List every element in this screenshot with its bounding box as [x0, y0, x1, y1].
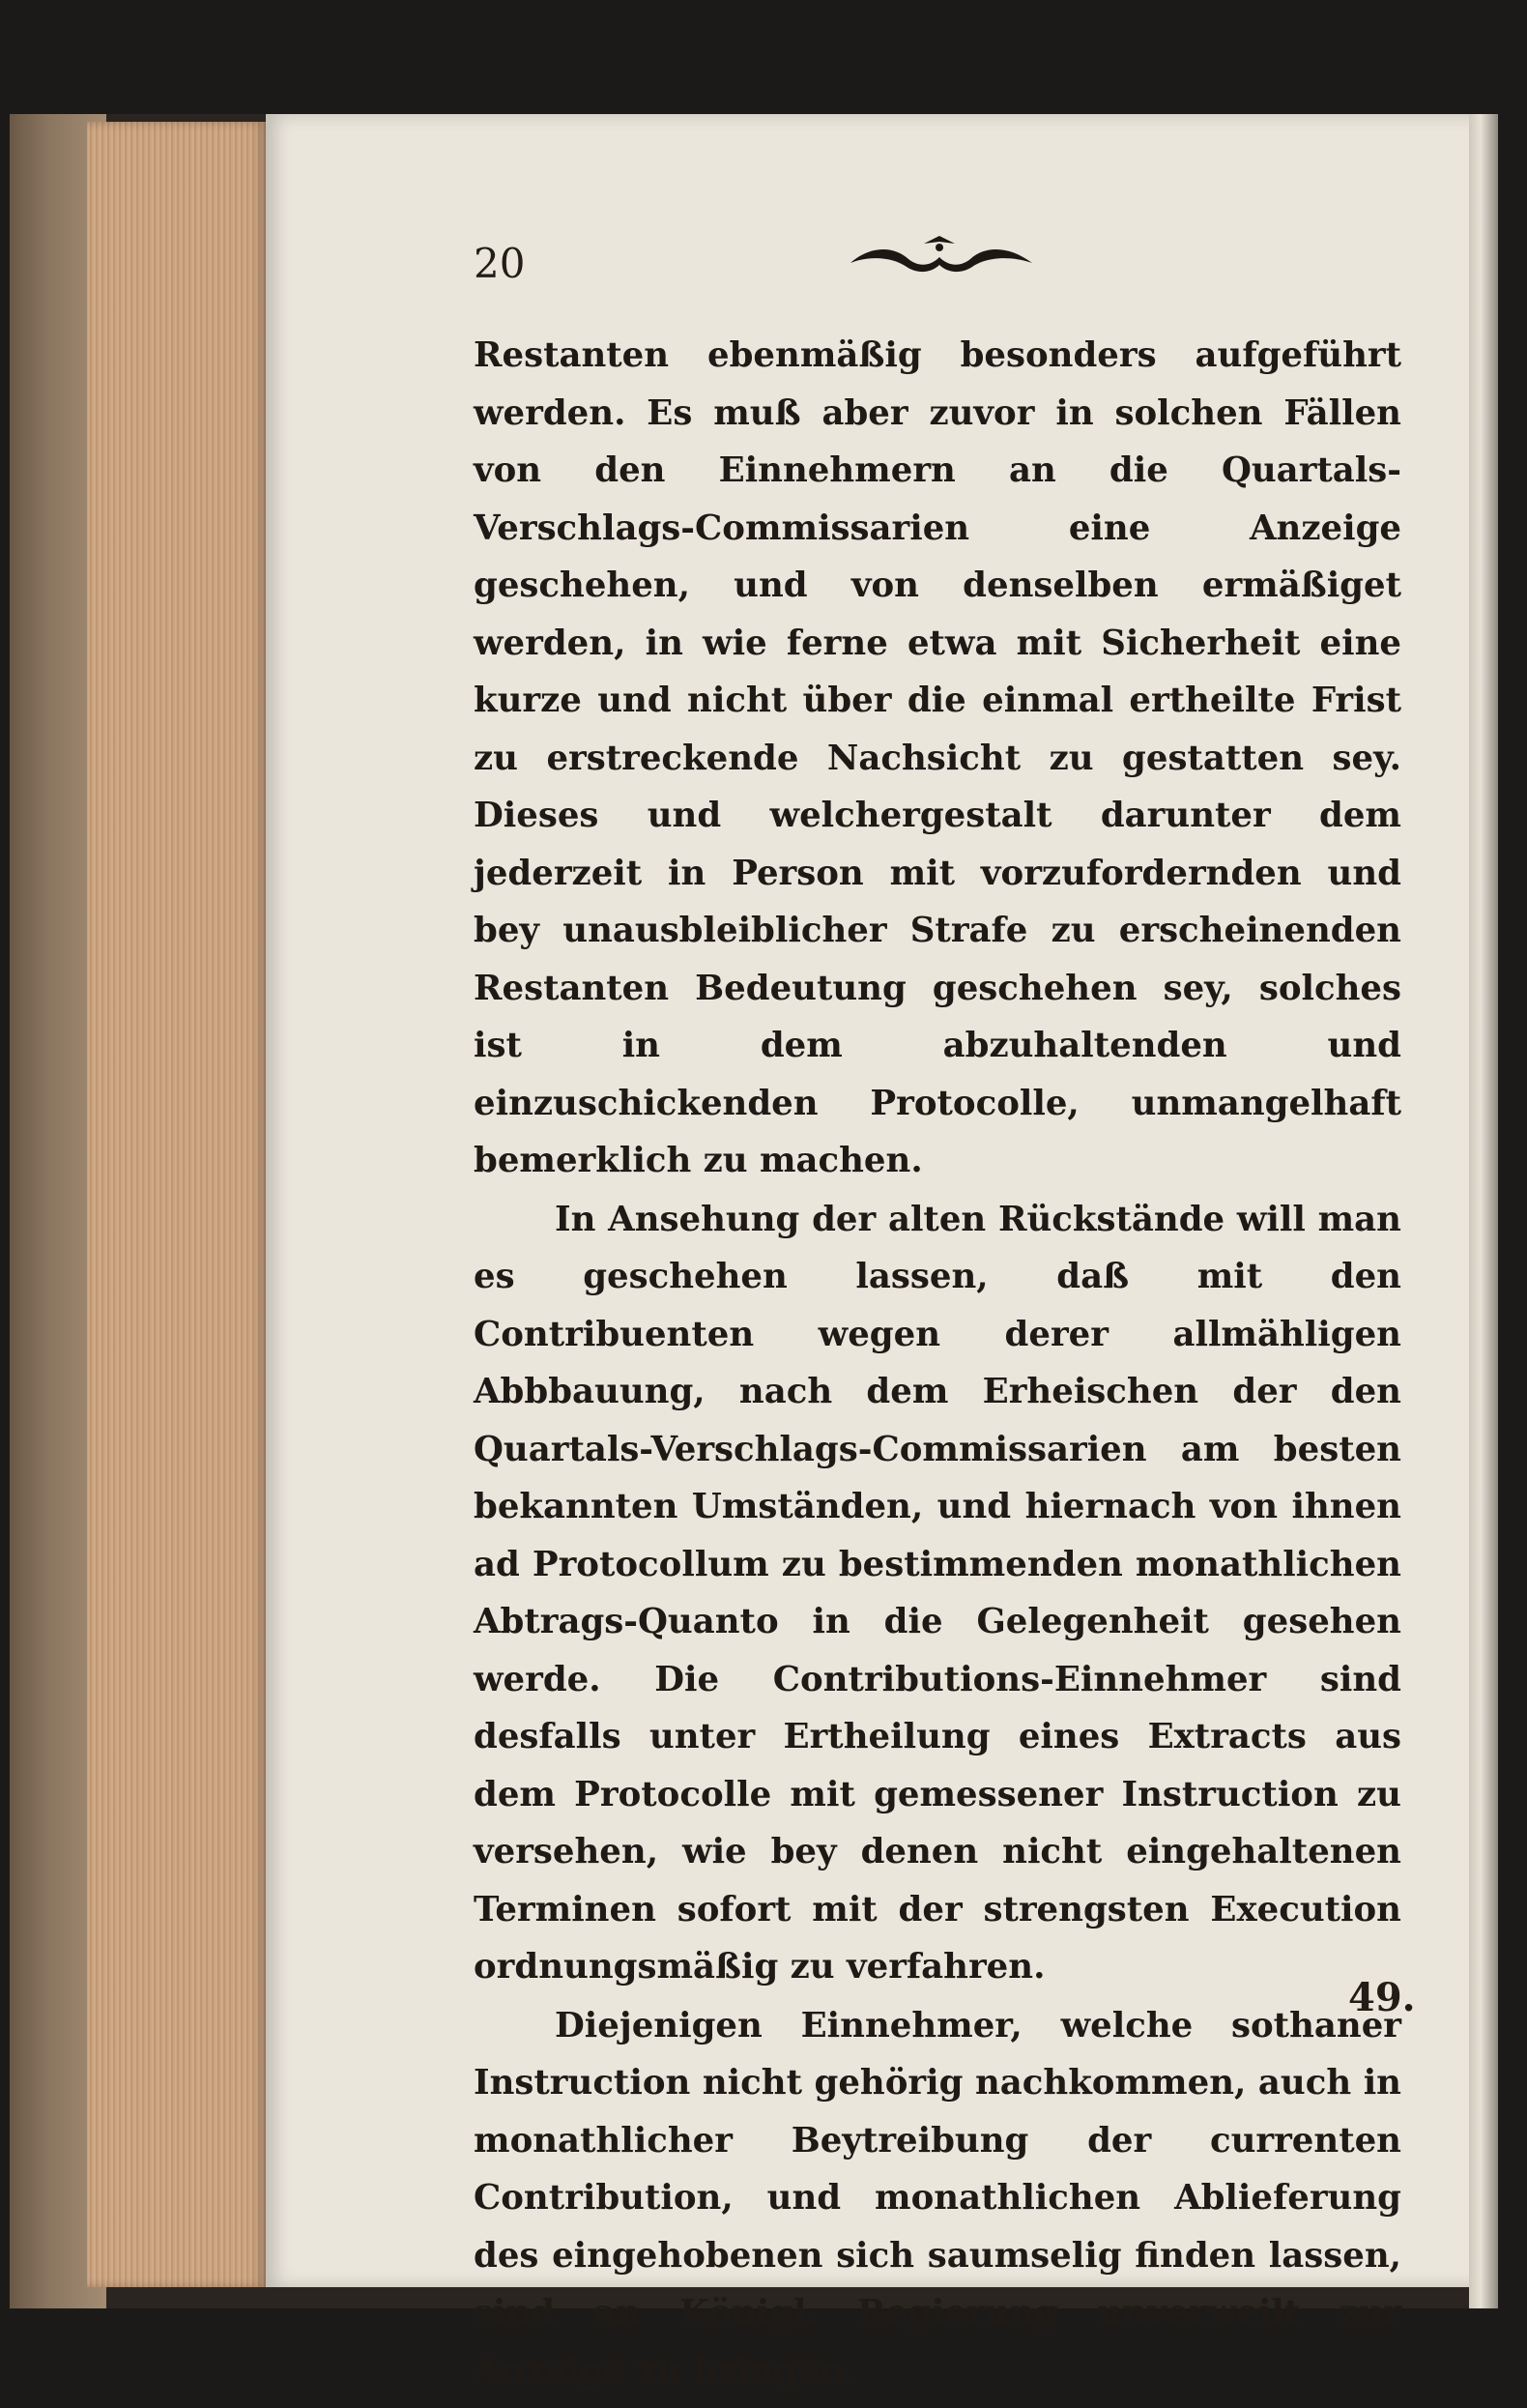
book	[10, 114, 1498, 2391]
paragraph: In Ansehung der alten Rückstände will man es geschehen lassen, daß mit den Contribuenten wegen derer allmähligen Abbbauung, nach dem Erheischen der den Quartals-Verschlags-Commissarien am besten bekannten Umständen, und hiernach von ihnen ad Protocollum zu bestimmenden monathlichen Abtrags-Quanto in die Gelegenheit gesehen werde. Die Contributions-Einnehmer sind desfalls unter Ertheilung eines Extracts aus dem Protocolle mit gemessener Instruction zu versehen, wie bey denen nicht eingehaltenen Terminen sofort mit der strengsten Execution ordnungsmäßig zu verfahren.	[474, 1199, 1401, 1987]
book-page	[266, 114, 1488, 2391]
paragraph: Diejenigen Einnehmer, welche sothaner Instruction nicht gehörig nachkommen, auch in monathlicher Beytreibung der currenten Contribution, und monathlichen Ablieferung des eingehobenen sich saumselig finden lassen, sind an Königl. Regierung unverweilt zur Anzeige zu bringen.	[474, 2005, 1401, 2391]
page-edges	[87, 122, 266, 2287]
page-text	[474, 327, 1401, 2399]
page-number: 20	[474, 240, 526, 287]
page-header	[474, 240, 1324, 307]
paragraph: Restanten ebenmäßig besonders aufgeführt werden. Es muß aber zuvor in solchen Fällen von den Einnehmern an die Quartals-Verschlags-Commissarien eine Anzeige geschehen, und von denselben ermäßiget werden, in wie ferne etwa mit Sicherheit eine kurze und nicht über die einmal ertheilte Frist zu erstreckende Nachsicht zu gestatten sey. Dieses und welchergestalt darunter dem jederzeit in Person mit vorzufordernden und bey unausbleiblicher Strafe zu erscheinenden Restanten Bedeutung geschehen sey, solches ist in dem abzuhaltenden und einzuschickenden Protocolle, unmangelhaft bemerklich zu machen.	[474, 335, 1401, 1180]
catchword: 49.	[1348, 1975, 1416, 2020]
adjacent-page-edge	[1469, 114, 1498, 2308]
printer-ornament-icon	[841, 234, 1044, 282]
